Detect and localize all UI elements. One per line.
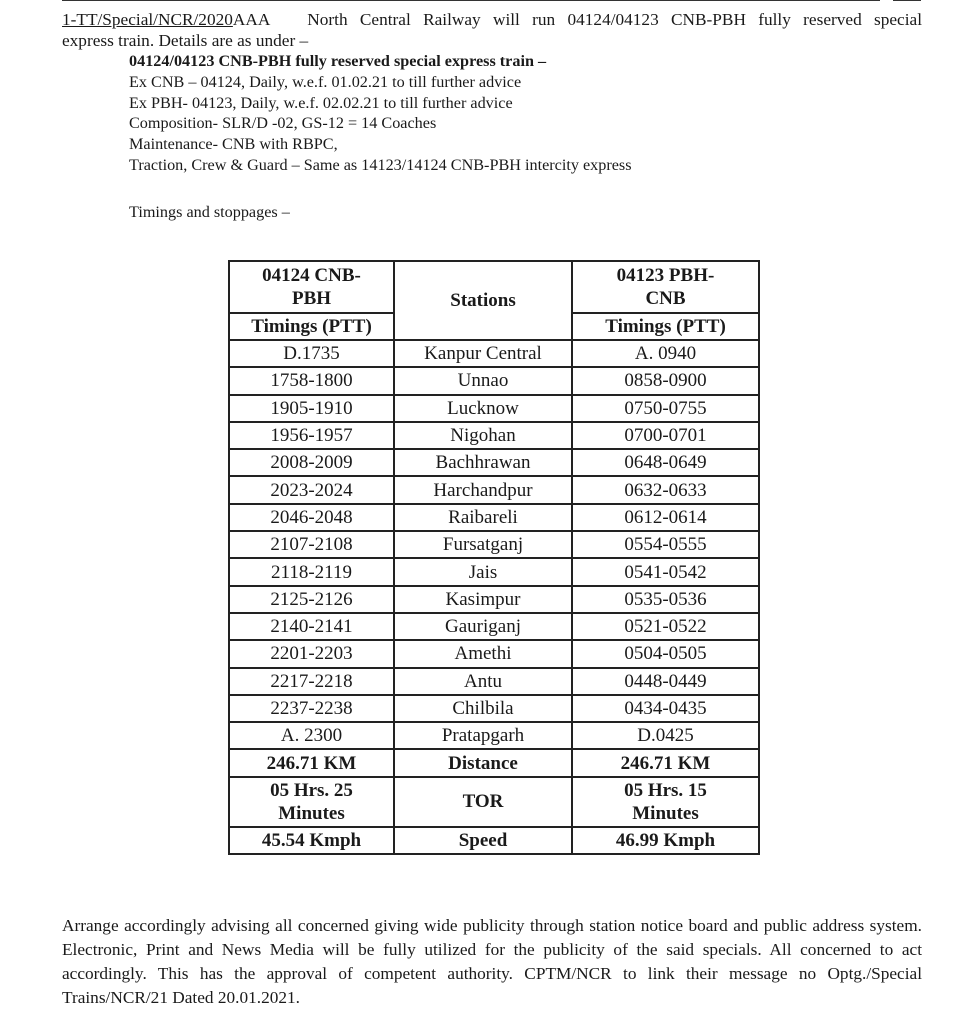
up-timing: 0648-0649 <box>572 449 759 476</box>
distance-label: Distance <box>394 749 572 776</box>
distance-row <box>229 749 759 776</box>
table-header-row <box>229 261 759 313</box>
footer-paragraph: Arrange accordingly advising all concerned giving wide publicity through station notice board and public address system. Electronic, Print and News Media will be fully utilized for the publicity of the said specials. All concerned to act accordingly. This has the approval of competent authority. CPTM/NCR to link their message no Optg./Special Trains/NCR/21 Dated 20.01.2021. <box>62 916 922 1007</box>
table-row <box>229 586 759 613</box>
up-tor <box>572 777 759 827</box>
down-timing: 2046-2048 <box>229 504 394 531</box>
down-timing: 2217-2218 <box>229 668 394 695</box>
timings-label: Timings and stoppages – <box>129 203 290 221</box>
down-timing: 1905-1910 <box>229 395 394 422</box>
clipped-previous-line-underline <box>62 0 880 2</box>
table-row <box>229 340 759 367</box>
up-speed: 46.99 Kmph <box>572 827 759 854</box>
station-name: Pratapgarh <box>394 722 572 749</box>
table-row <box>229 395 759 422</box>
up-timing: 0858-0900 <box>572 367 759 394</box>
station-name: Kasimpur <box>394 586 572 613</box>
intro-text: North Central Railway will run 04124/04123 CNB-PBH fully reserved special <box>307 10 922 29</box>
up-timing: 0750-0755 <box>572 395 759 422</box>
up-timing: 0700-0701 <box>572 422 759 449</box>
table-row <box>229 668 759 695</box>
reference-suffix: AAA <box>232 10 271 29</box>
table-row <box>229 367 759 394</box>
detail-line-composition: Composition- SLR/D -02, GS-12 = 14 Coaches <box>129 114 437 133</box>
table-row <box>229 613 759 640</box>
table-row <box>229 695 759 722</box>
up-timing: 0448-0449 <box>572 668 759 695</box>
station-name: Jais <box>394 558 572 585</box>
down-timing: 2118-2119 <box>229 558 394 585</box>
up-tor-line2: Minutes <box>632 802 699 824</box>
intro-line <box>62 9 922 30</box>
station-name: Chilbila <box>394 695 572 722</box>
up-timing: 0632-0633 <box>572 476 759 503</box>
down-timing: 2237-2238 <box>229 695 394 722</box>
down-tor-line1: 05 Hrs. 25 <box>270 779 353 801</box>
down-distance: 246.71 KM <box>229 749 394 776</box>
station-name: Nigohan <box>394 422 572 449</box>
speed-row <box>229 827 759 854</box>
header-down-timings: Timings (PTT) <box>229 313 394 340</box>
table-row <box>229 449 759 476</box>
down-speed: 45.54 Kmph <box>229 827 394 854</box>
intro-continuation: express train. Details are as under – <box>62 31 309 50</box>
station-name: Bachhrawan <box>394 449 572 476</box>
station-name: Gauriganj <box>394 613 572 640</box>
table-row <box>229 722 759 749</box>
station-name: Amethi <box>394 640 572 667</box>
table-row <box>229 558 759 585</box>
down-timing: 2008-2009 <box>229 449 394 476</box>
station-name: Unnao <box>394 367 572 394</box>
train-details <box>129 51 632 176</box>
up-timing: 0541-0542 <box>572 558 759 585</box>
header-up-train <box>572 261 759 313</box>
down-timing: 2140-2141 <box>229 613 394 640</box>
detail-line-maintenance: Maintenance- CNB with RBPC, <box>129 135 338 154</box>
up-timing: D.0425 <box>572 722 759 749</box>
station-name: Fursatganj <box>394 531 572 558</box>
station-name: Lucknow <box>394 395 572 422</box>
down-timing: D.1735 <box>229 340 394 367</box>
up-timing: 0554-0555 <box>572 531 759 558</box>
detail-line-traction: Traction, Crew & Guard – Same as 14123/14124 CNB-PBH intercity express <box>129 155 632 174</box>
header-down-train-line1: 04124 CNB- <box>262 265 361 286</box>
details-heading: 04124/04123 CNB-PBH fully reserved special express train – <box>129 52 547 70</box>
clipped-previous-line-underline-end <box>893 0 921 2</box>
header-stations: Stations <box>394 261 572 340</box>
down-timing: 2023-2024 <box>229 476 394 503</box>
up-timing: A. 0940 <box>572 340 759 367</box>
header-up-timings: Timings (PTT) <box>572 313 759 340</box>
up-timing: 0612-0614 <box>572 504 759 531</box>
down-timing: 1956-1957 <box>229 422 394 449</box>
tor-label: TOR <box>394 777 572 827</box>
station-name: Raibareli <box>394 504 572 531</box>
up-distance: 246.71 KM <box>572 749 759 776</box>
table-row <box>229 476 759 503</box>
up-tor-line1: 05 Hrs. 15 <box>624 779 707 801</box>
up-timing: 0521-0522 <box>572 613 759 640</box>
up-timing: 0434-0435 <box>572 695 759 722</box>
station-name: Antu <box>394 668 572 695</box>
down-timing: A. 2300 <box>229 722 394 749</box>
header-down-train <box>229 261 394 313</box>
table-row <box>229 422 759 449</box>
up-timing: 0535-0536 <box>572 586 759 613</box>
down-timing: 2125-2126 <box>229 586 394 613</box>
detail-line-ex-cnb: Ex CNB – 04124, Daily, w.e.f. 01.02.21 to till further advice <box>129 72 522 91</box>
table-row <box>229 504 759 531</box>
down-timing: 2201-2203 <box>229 640 394 667</box>
table-row <box>229 531 759 558</box>
station-name: Harchandpur <box>394 476 572 503</box>
reference-number: 1-TT/Special/NCR/2020 <box>62 10 233 29</box>
up-timing: 0504-0505 <box>572 640 759 667</box>
speed-label: Speed <box>394 827 572 854</box>
header-up-train-line2: CNB <box>645 288 686 309</box>
table-row <box>229 640 759 667</box>
down-timing: 2107-2108 <box>229 531 394 558</box>
down-timing: 1758-1800 <box>229 367 394 394</box>
detail-line-ex-pbh: Ex PBH- 04123, Daily, w.e.f. 02.02.21 to till further advice <box>129 93 513 112</box>
station-name: Kanpur Central <box>394 340 572 367</box>
header-up-train-line1: 04123 PBH- <box>616 265 715 286</box>
timetable <box>228 260 760 855</box>
tor-row <box>229 777 759 827</box>
down-tor-line2: Minutes <box>278 802 345 824</box>
header-down-train-line2: PBH <box>291 288 332 309</box>
down-tor <box>229 777 394 827</box>
